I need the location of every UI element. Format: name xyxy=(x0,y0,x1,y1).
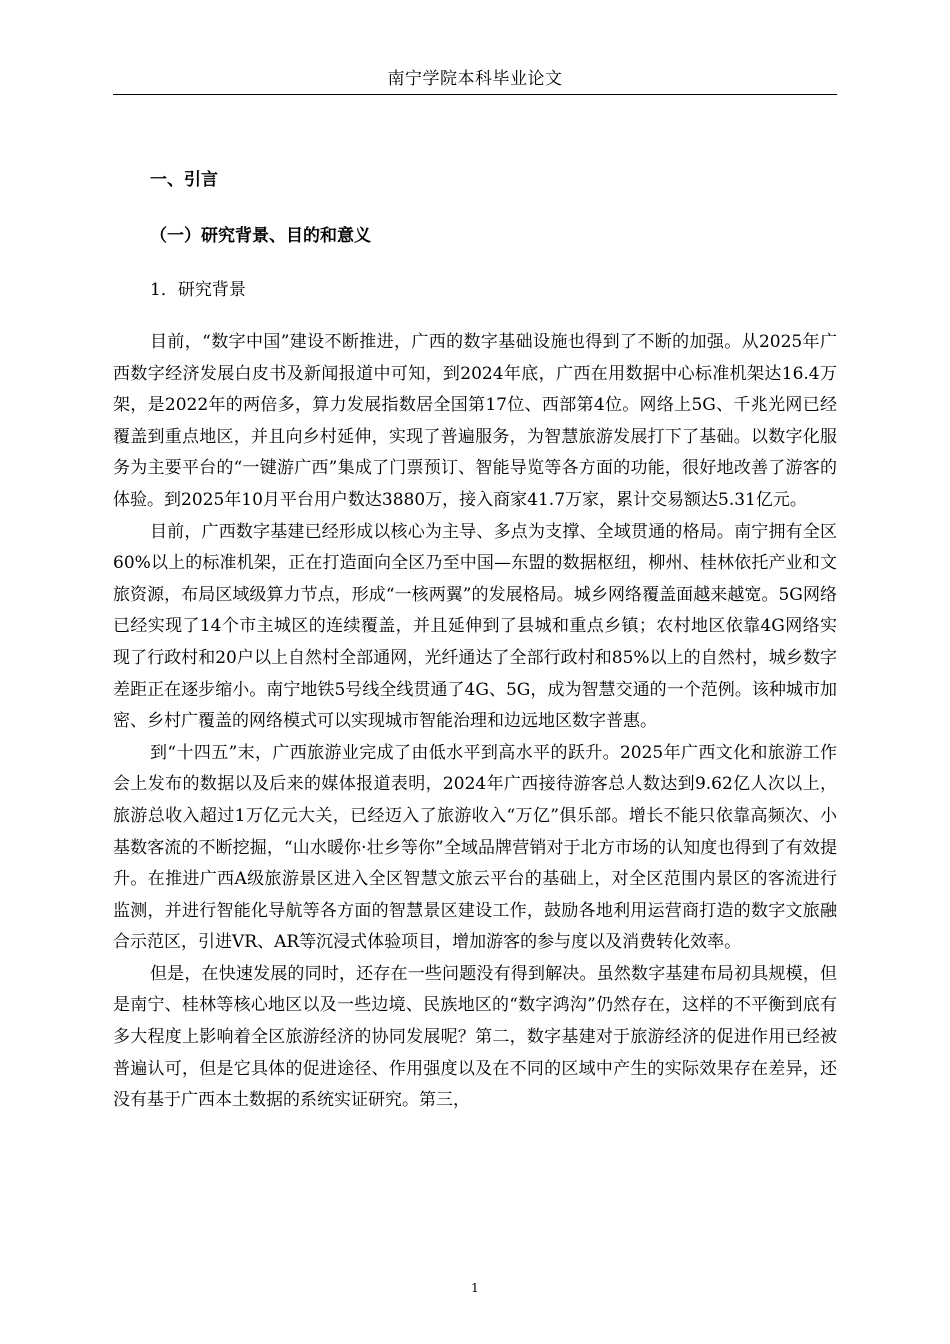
subsection-heading: （一）研究背景、目的和意义 xyxy=(150,226,371,246)
document-body xyxy=(113,164,837,1117)
body-paragraph: 到“十四五”末，广西旅游业完成了由低水平到高水平的跃升。2025年广西文化和旅游工作会上发布的数据以及后来的媒体报道表明，2024年广西接待游客总人数达到9.62亿人次以上，旅游总收入超过1万亿元大关，已经迈入了旅游收入“万亿”俱乐部。增长不能只依靠高频次、小基数客流的不断挖掘，“山水暖你·壮乡等你”全域品牌营销对于北方市场的认知度也得到了有效提升。在推进广西A级旅游景区进入全区智慧文旅云平台的基础上，对全区范围内景区的客流进行监测，并进行智能化导航等各方面的智慧景区建设工作，鼓励各地利用运营商打造的数字文旅融合示范区，引进VR、AR等沉浸式体验项目，增加游客的参与度以及消费转化效率。 xyxy=(113,742,837,953)
section-heading: 一、引言 xyxy=(150,170,218,190)
header-divider xyxy=(113,94,837,95)
body-paragraph: 目前，“数字中国”建设不断推进，广西的数字基础设施也得到了不断的加强。从2025年广西数字经济发展白皮书及新闻报道中可知，到2024年底，广西在用数据中心标准机架达16.4万架，是2022年的两倍多，算力发展指数居全国第17位、西部第4位。网络上5G、千兆光网已经覆盖到重点地区，并且向乡村延伸，实现了普遍服务，为智慧旅游发展打下了基础。以数字化服务为主要平台的“一键游广西”集成了门票预订、智能导览等各方面的功能，很好地改善了游客的体验。到2025年10月平台用户数达3880万，接入商家41.7万家，累计交易额达5.31亿元。 xyxy=(113,332,837,510)
paragraph-list xyxy=(113,327,837,1117)
page-header: 南宁学院本科毕业论文 xyxy=(387,69,563,89)
body-paragraph: 但是，在快速发展的同时，还存在一些问题没有得到解决。虽然数字基建布局初具规模，但是南宁、桂林等核心地区以及一些边境、民族地区的“数字鸿沟”仍然存在，这样的不平衡到底有多大程度上影响着全区旅游经济的协同发展呢？第二，数字基建对于旅游经济的促进作用已经被普遍认可，但是它具体的促进途径、作用强度以及在不同的区域中产生的实际效果存在差异，还没有基于广西本土数据的系统实证研究。第三， xyxy=(113,963,837,1111)
body-paragraph: 目前，广西数字基建已经形成以核心为主导、多点为支撑、全域贯通的格局。南宁拥有全区60%以上的标准机架，正在打造面向全区乃至中国—东盟的数据枢纽，柳州、桂林依托产业和文旅资源，布局区域级算力节点，形成“一核两翼”的发展格局。城乡网络覆盖面越来越宽。5G网络已经实现了14个市主城区的连续覆盖，并且延伸到了县城和重点乡镇；农村地区依靠4G网络实现了行政村和20户以上自然村全部通网，光纤通达了全部行政村和85%以上的自然村，城乡数字差距正在逐步缩小。南宁地铁5号线全线贯通了4G、5G，成为智慧交通的一个范例。该种城市加密、乡村广覆盖的网络模式可以实现城市智能治理和边远地区数字普惠。 xyxy=(113,521,837,732)
page-number: 1 xyxy=(471,1281,479,1295)
subsubsection-heading: 1．研究背景 xyxy=(150,280,246,300)
